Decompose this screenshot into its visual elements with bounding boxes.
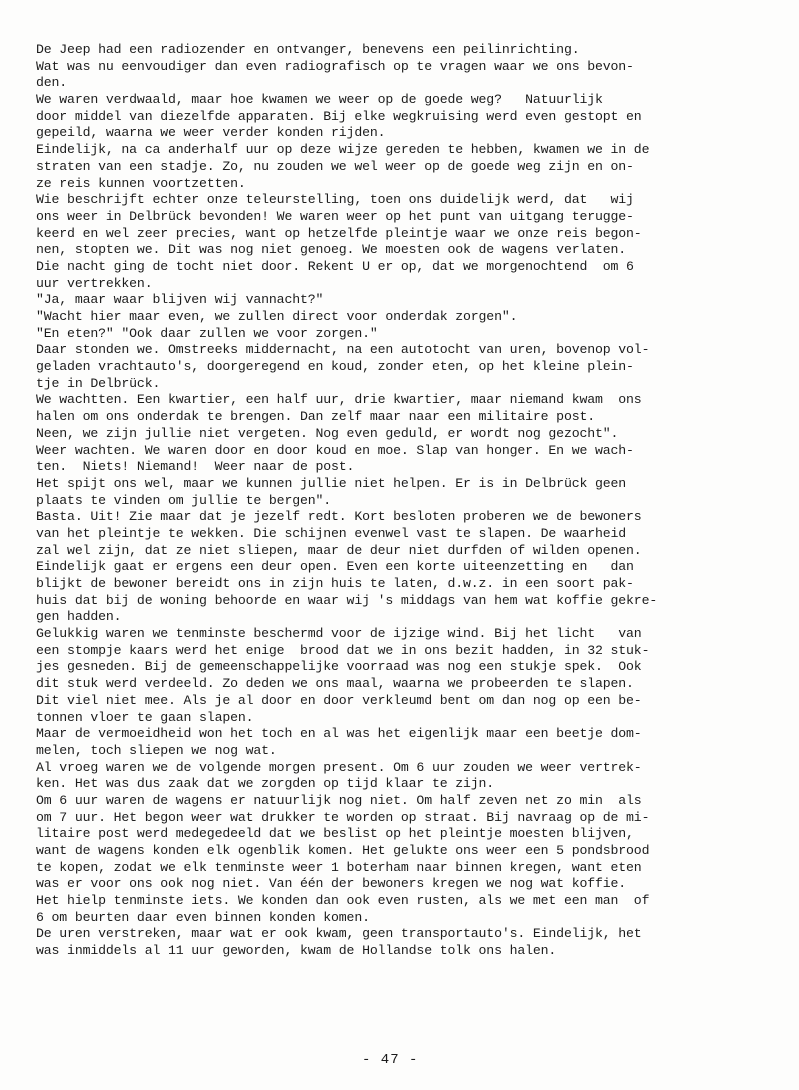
text-line: Dit viel niet mee. Als je al door en door verkleumd bent om dan nog op een be- [36,692,642,708]
text-line: ons weer in Delbrück bevonden! We waren weer op het punt van uitgang terugge- [36,208,634,224]
text-line: Daar stonden we. Omstreeks middernacht, na een autotocht van uren, bovenop vol- [36,342,650,358]
document-body [36,42,788,960]
text-line: Maar de vermoeidheid won het toch en al was het eigenlijk maar een beetje dom- [36,726,642,742]
text-line: nen, stopten we. Dit was nog niet genoeg. We moesten ook de wagens verlaten. [36,242,627,258]
text-line: 6 om beurten daar even binnen konden komen. [36,909,370,925]
text-line: litaire post werd medegedeeld dat we beslist op het pleintje moesten blijven, [36,826,634,842]
text-line: huis dat bij de woning behoorde en waar wij 's middags van hem wat koffie gekre- [36,592,658,608]
text-line: "Ja, maar waar blijven wij vannacht?" [36,292,324,308]
text-line: geladen vrachtauto's, doorgeregend en koud, zonder eten, op het kleine plein- [36,359,634,375]
text-line: Het spijt ons wel, maar we kunnen jullie niet helpen. Er is in Delbrück geen [36,475,627,491]
text-line: Die nacht ging de tocht niet door. Rekent U er op, dat we morgenochtend om 6 [36,258,634,274]
text-line: Eindelijk, na ca anderhalf uur op deze wijze gereden te hebben, kwamen we in de [36,142,650,158]
text-line: We waren verdwaald, maar hoe kwamen we weer op de goede weg? Natuurlijk [36,92,603,108]
text-line: plaats te vinden om jullie te bergen". [36,492,332,508]
text-line: We wachtten. Een kwartier, een half uur, drie kwartier, maar niemand kwam ons [36,392,642,408]
text-line: was inmiddels al 11 uur geworden, kwam de Hollandse tolk ons halen. [36,943,557,959]
text-line: blijkt de bewoner bereidt ons in zijn huis te laten, d.w.z. in een soort pak- [36,576,634,591]
text-line: De uren verstreken, maar wat er ook kwam, geen transportauto's. Eindelijk, het [36,926,642,942]
text-line: dit stuk werd verdeeld. Zo deden we ons maal, waarna we probeerden te slapen. [36,676,634,692]
text-line: zal wel zijn, dat ze niet sliepen, maar de deur niet durfden of wilden openen. [36,542,642,558]
text-line: ken. Het was dus zaak dat we zorgden op tijd klaar te zijn. [36,776,495,792]
text-line: want de wagens konden elk ogenblik komen. Het gelukte ons weer een 5 pondsbrood [36,843,650,858]
text-line: Gelukkig waren we tenminste beschermd voor de ijzige wind. Bij het licht van [36,626,642,642]
text-line: ten. Niets! Niemand! Weer naar de post. [36,459,355,475]
text-line: ze reis kunnen voortzetten. [36,175,246,191]
text-line: gepeild, waarna we weer verder konden rijden. [36,125,386,141]
text-line: tonnen vloer te gaan slapen. [36,709,254,725]
text-line: Wie beschrijft echter onze teleurstelling, toen ons duidelijk werd, dat wij [36,192,634,208]
text-line: om 7 uur. Het begon weer wat drukker te worden op straat. Bij navraag op de mi- [36,809,650,825]
text-line: gen hadden. [36,609,122,625]
text-line: straten van een stadje. Zo, nu zouden we wel weer op de goede weg zijn en on- [36,158,634,174]
page-number: - 47 - [362,1052,419,1068]
text-line: een stompje kaars werd het enige brood dat we in ons bezit hadden, in 32 stuk- [36,642,650,658]
text-line: keerd en wel zeer precies, want op hetzelfde pleintje waar we onze reis begon- [36,225,642,241]
text-line: Het hielp tenminste iets. We konden dan ook even rusten, als we met een man of [36,893,650,909]
text-line: jes gesneden. Bij de gemeenschappelijke voorraad was nog een stukje spek. Ook [36,659,642,675]
text-line: Weer wachten. We waren door en door koud en moe. Slap van honger. En we wach- [36,442,634,458]
text-line: door middel van diezelfde apparaten. Bij elke wegkruising werd even gestopt en [36,108,642,124]
text-line: tje in Delbrück. [36,375,161,391]
text-line: halen om ons onderdak te brengen. Dan zelf maar naar een militaire post. [36,409,595,425]
text-line: van het pleintje te wekken. Die schijnen evenwel vast te slapen. De waarheid [36,525,627,541]
text-line: melen, toch sliepen we nog wat. [36,742,277,758]
text-line: den. [36,75,68,91]
text-line: Basta. Uit! Zie maar dat je jezelf redt. Kort besloten proberen we de bewoners [36,509,642,525]
text-line: Wat was nu eenvoudiger dan even radiografisch op te vragen waar we ons bevon- [36,58,634,74]
text-line: De Jeep had een radiozender en ontvanger, benevens een peilinrichting. [36,42,580,57]
text-line: Eindelijk gaat er ergens een deur open. Even een korte uiteenzetting en dan [36,559,634,575]
text-line: te kopen, zodat we elk tenminste weer 1 boterham naar binnen kregen, want eten [36,859,642,875]
text-line: was er voor ons ook nog niet. Van één der bewoners kregen we nog wat koffie. [36,876,627,892]
text-line: Neen, we zijn jullie niet vergeten. Nog even geduld, er wordt nog gezocht". [36,425,619,441]
text-line: uur vertrekken. [36,275,153,291]
text-line: Al vroeg waren we de volgende morgen present. Om 6 uur zouden we weer vertrek- [36,759,642,775]
text-line: Om 6 uur waren de wagens er natuurlijk nog niet. Om half zeven net zo min als [36,792,642,808]
text-line: "En eten?" "Ook daar zullen we voor zorgen." [36,325,378,341]
text-line: "Wacht hier maar even, we zullen direct voor onderdak zorgen". [36,309,518,324]
